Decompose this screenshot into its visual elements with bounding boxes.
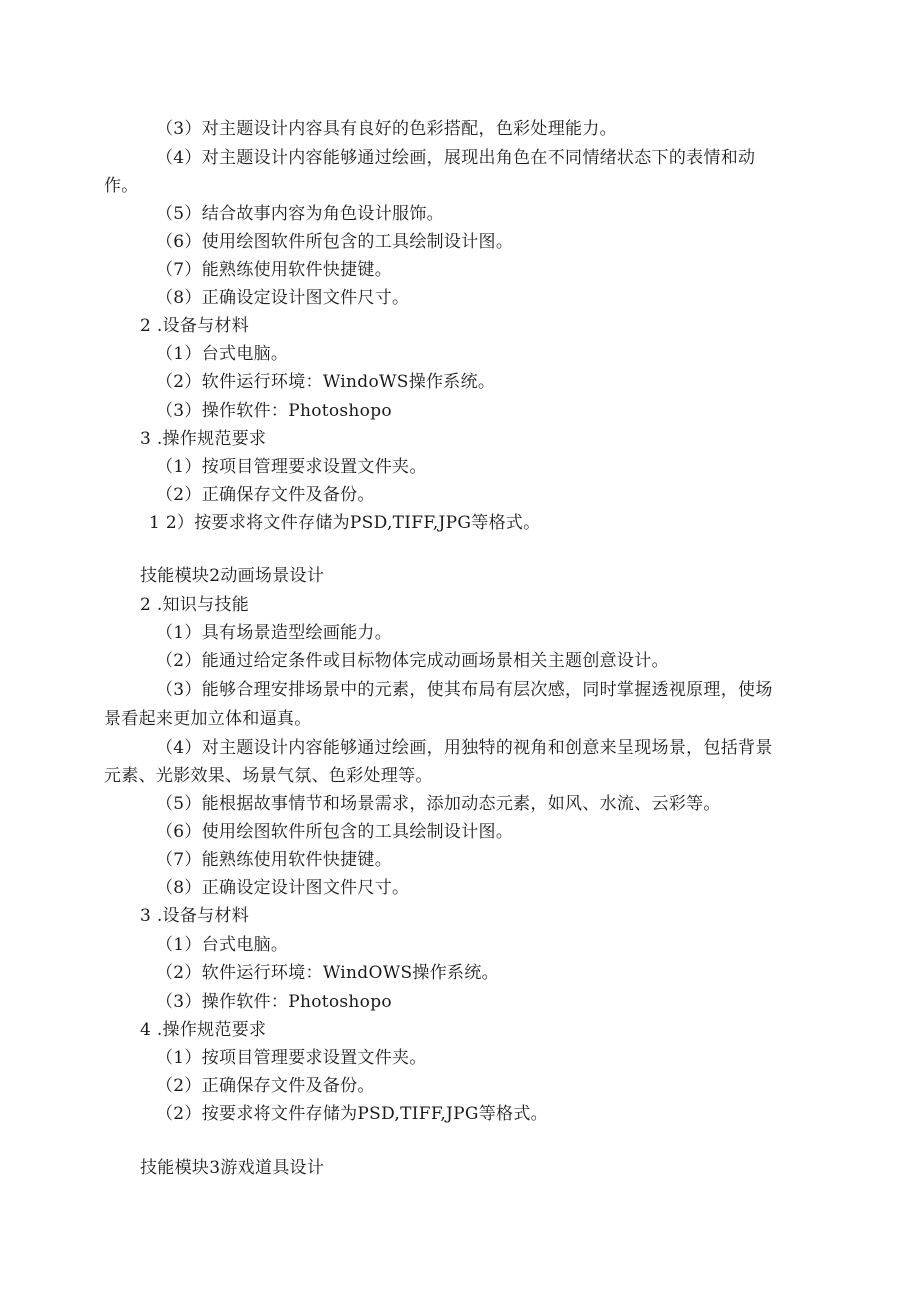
text-line: （3）能够合理安排场景中的元素，使其布局有层次感，同时掌握透视原理，使场	[156, 680, 773, 700]
text-line: （4）对主题设计内容能够通过绘画，展现出角色在不同情绪状态下的表情和动	[156, 148, 756, 168]
text-line: （3）对主题设计内容具有良好的色彩搭配，色彩处理能力。	[156, 119, 617, 139]
text-line: （5）结合故事内容为角色设计服饰。	[156, 204, 444, 224]
text-line: （1）按项目管理要求设置文件夹。	[156, 1048, 427, 1068]
text-line: （3）操作软件：Photoshopo	[156, 401, 392, 421]
section-header: 2 .设备与材料	[140, 316, 250, 336]
section-header: 4 .操作规范要求	[140, 1020, 267, 1040]
text-line: （1）台式电脑。	[156, 935, 289, 955]
text-line: （2）正确保存文件及备份。	[156, 1076, 375, 1096]
text-line: 元素、光影效果、场景气氛、色彩处理等。	[104, 766, 433, 786]
text-line: （1）具有场景造型绘画能力。	[156, 623, 393, 643]
text-line: （6）使用绘图软件所包含的工具绘制设计图。	[156, 822, 514, 842]
text-line: （8）正确设定设计图文件尺寸。	[156, 288, 410, 308]
module-heading: 技能模块2动画场景设计	[140, 566, 325, 586]
text-line: （2）能通过给定条件或目标物体完成动画场景相关主题创意设计。	[156, 651, 669, 671]
text-line: （1）台式电脑。	[156, 344, 289, 364]
text-line: （2）软件运行环境：WindoWS操作系统。	[156, 372, 496, 392]
text-line: 作。	[104, 176, 139, 196]
section-header: 2 .知识与技能	[140, 595, 250, 615]
text-line: （2）正确保存文件及备份。	[156, 485, 375, 505]
text-line: （7）能熟练使用软件快捷键。	[156, 260, 393, 280]
section-header: 3 .操作规范要求	[140, 429, 267, 449]
text-line: （2）按要求将文件存储为PSD,TIFF,JPG等格式。	[156, 1104, 548, 1124]
text-line: （5）能根据故事情节和场景需求，添加动态元素，如风、水流、云彩等。	[156, 794, 721, 814]
text-line: 景看起来更加立体和逼真。	[104, 709, 312, 729]
text-line: （3）操作软件：Photoshopo	[156, 992, 392, 1012]
text-line: （6）使用绘图软件所包含的工具绘制设计图。	[156, 232, 514, 252]
text-line: （4）对主题设计内容能够通过绘画，用独特的视角和创意来呈现场景，包括背景	[156, 738, 773, 758]
text-line: （1）按项目管理要求设置文件夹。	[156, 457, 427, 477]
module-heading: 技能模块3游戏道具设计	[140, 1158, 325, 1178]
text-line: （8）正确设定设计图文件尺寸。	[156, 878, 410, 898]
text-line: （2）软件运行环境：WindOWS操作系统。	[156, 963, 499, 983]
text-line: 1 2）按要求将文件存储为PSD,TIFF,JPG等格式。	[149, 513, 541, 533]
text-line: （7）能熟练使用软件快捷键。	[156, 850, 393, 870]
section-header: 3 .设备与材料	[140, 906, 250, 926]
